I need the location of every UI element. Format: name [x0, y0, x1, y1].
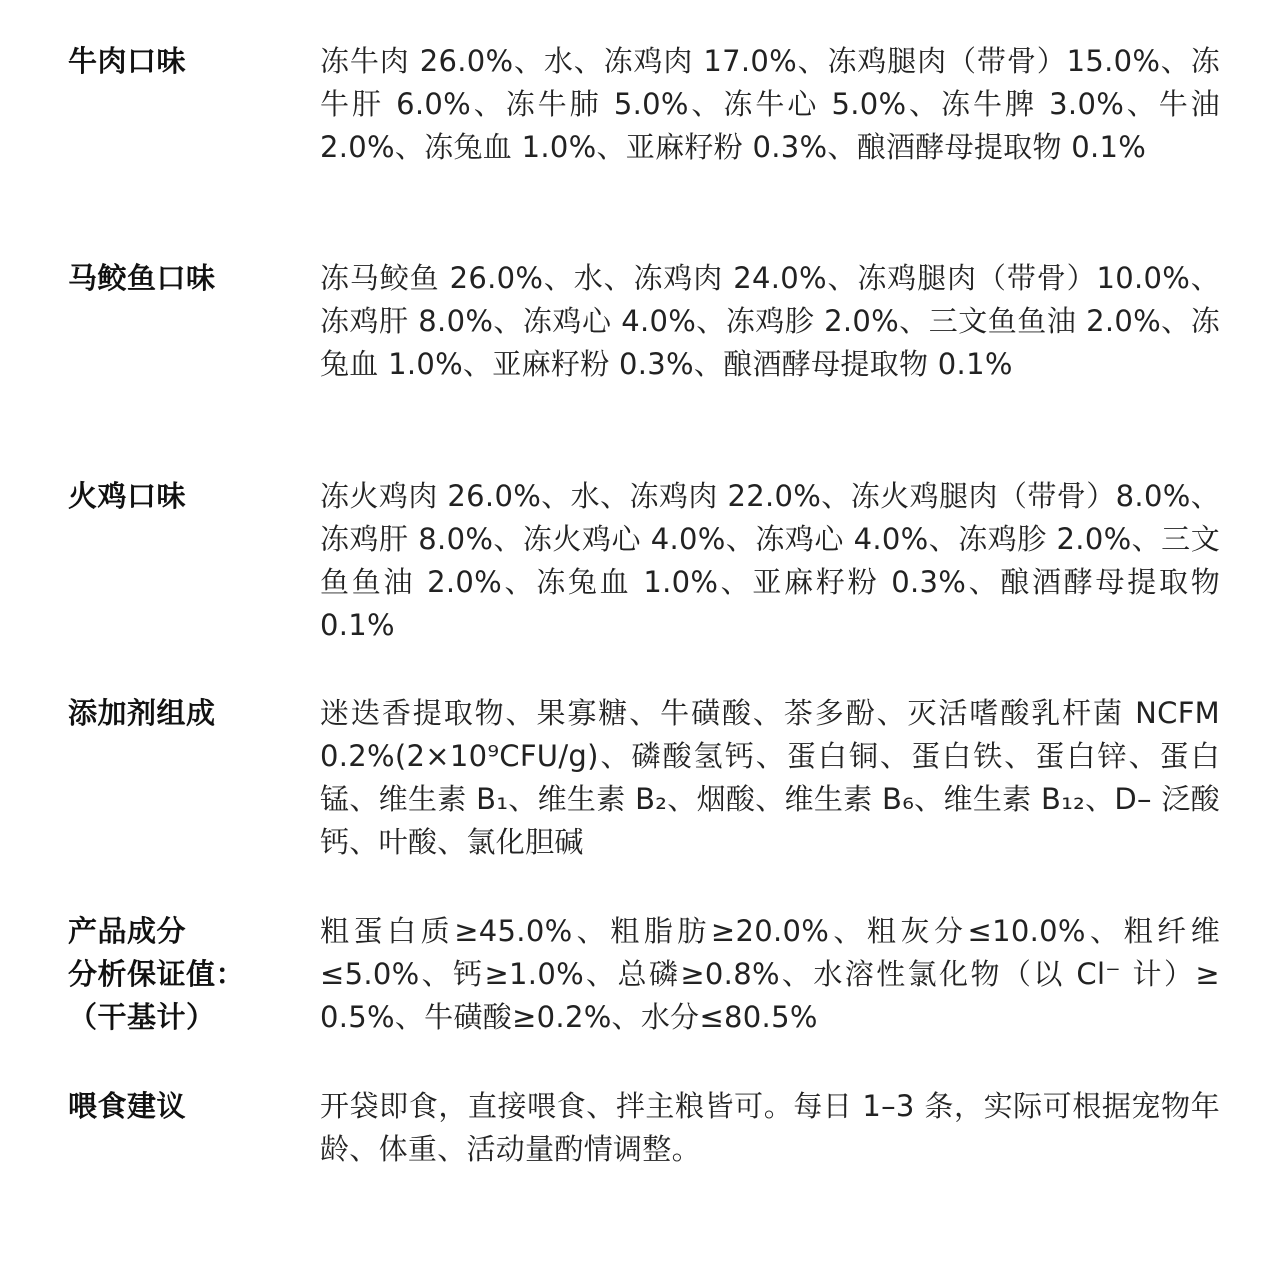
- section-label-turkey: 火鸡口味: [68, 479, 187, 513]
- analysis-label-line2: 分析保证值：: [68, 957, 246, 991]
- section-label-mackerel: 马鲛鱼口味: [68, 261, 216, 295]
- section-text-additives: 迷迭香提取物、果寡糖、牛磺酸、茶多酚、灭活嗜酸乳杆菌 NCFM 0.2%(2×10⁹CFU/g)、磷酸氢钙、蛋白铜、蛋白铁、蛋白锌、蛋白锰、维生素 B₁、维生素 B₂、烟酸、维生素 B₆、维生素 B₁₂、D– 泛酸钙、叶酸、氯化胆碱: [320, 696, 1220, 859]
- section-text-turkey: 冻火鸡肉 26.0%、水、冻鸡肉 22.0%、冻火鸡腿肉（带骨）8.0%、冻鸡肝 8.0%、冻火鸡心 4.0%、冻鸡心 4.0%、冻鸡胗 2.0%、三文鱼鱼油 2.0%、冻兔血 1.0%、亚麻籽粉 0.3%、酿酒酵母提取物0.1%: [320, 479, 1220, 642]
- section-text-analysis: 粗蛋白质≥45.0%、粗脂肪≥20.0%、粗灰分≤10.0%、粗纤维≤5.0%、钙≥1.0%、总磷≥0.8%、水溶性氯化物（以 Cl⁻ 计）≥ 0.5%、牛磺酸≥0.2%、水分≤80.5%: [320, 914, 1220, 1034]
- section-text-mackerel: 冻马鲛鱼 26.0%、水、冻鸡肉 24.0%、冻鸡腿肉（带骨）10.0%、冻鸡肝 8.0%、冻鸡心 4.0%、冻鸡胗 2.0%、三文鱼鱼油 2.0%、冻兔血 1.0%、亚麻籽粉 0.3%、酿酒酵母提取物 0.1%: [320, 261, 1220, 381]
- section-label-analysis: [68, 910, 298, 1039]
- analysis-label-line1: 产品成分: [68, 914, 187, 948]
- section-label-feeding: 喂食建议: [68, 1089, 187, 1123]
- section-label-beef: 牛肉口味: [68, 44, 187, 78]
- analysis-label-line3: （干基计）: [68, 1000, 216, 1034]
- section-text-feeding: 开袋即食，直接喂食、拌主粮皆可。每日 1–3 条，实际可根据宠物年龄、体重、活动量酌情调整。: [320, 1089, 1220, 1166]
- section-label-additives: 添加剂组成: [68, 696, 216, 730]
- section-text-beef: 冻牛肉 26.0%、水、冻鸡肉 17.0%、冻鸡腿肉（带骨）15.0%、冻牛肝 6.0%、冻牛肺 5.0%、冻牛心 5.0%、冻牛脾 3.0%、牛油 2.0%、冻兔血 1.0%、亚麻籽粉 0.3%、酿酒酵母提取物 0.1%: [320, 44, 1220, 164]
